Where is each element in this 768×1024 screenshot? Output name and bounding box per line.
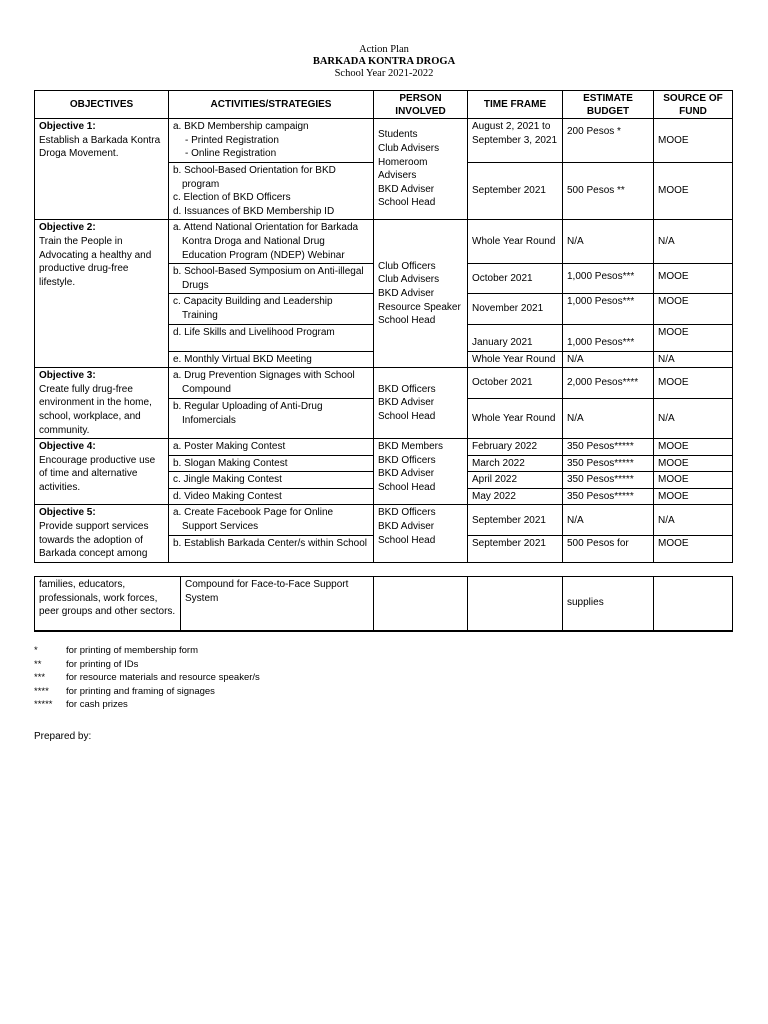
person-item: BKD Adviser — [378, 468, 435, 480]
footnote — [34, 644, 260, 658]
objective-cell — [35, 220, 169, 368]
person-item: School Head — [378, 197, 436, 209]
time-frame-cell — [468, 577, 563, 631]
activity-text: e. Monthly Virtual BKD Meeting — [173, 353, 312, 365]
activity-cell: b. Slogan Making Contest — [169, 455, 374, 472]
budget-cell: supplies — [563, 577, 654, 631]
fund-cell — [654, 577, 733, 631]
person-item: School Head — [378, 315, 436, 327]
header-title: Action Plan — [359, 44, 409, 55]
budget-footnotes — [34, 644, 260, 712]
time-frame-cell: October 2021 — [468, 368, 563, 399]
activity-cell: b. Establish Barkada Center/s within School — [169, 536, 374, 563]
person-item: BKD Officers — [378, 383, 436, 395]
time-frame-cell: April 2022 — [468, 472, 563, 489]
budget-cell: 350 Pesos***** — [563, 472, 654, 489]
fund-cell: N/A — [654, 505, 733, 536]
person-item: BKD Adviser — [378, 183, 435, 195]
time-frame-cell: Whole Year Round — [468, 220, 563, 264]
activity-text: d. Issuances of BKD Membership ID — [173, 205, 335, 217]
footnote-symbol: ** — [34, 658, 42, 670]
activity-cell — [169, 505, 374, 536]
time-frame-cell: Whole Year Round — [468, 399, 563, 439]
activity-text: d. Life Skills and Livelihood Program — [173, 326, 335, 338]
fund-cell: MOOE — [654, 488, 733, 505]
objective-title: Objective 1: — [39, 121, 96, 132]
time-frame-cell: November 2021 — [468, 294, 563, 324]
time-frame-cell: March 2022 — [468, 455, 563, 472]
person-item: BKD Officers — [378, 454, 436, 466]
activity-text: a. Attend National Orientation for Barkada Kontra Droga and National Drug Education Program (NDEP) Webinar — [173, 222, 359, 261]
person-item: BKD Adviser — [378, 521, 435, 533]
person-item: School Head — [378, 481, 436, 493]
time-frame-cell: October 2021 — [468, 264, 563, 294]
col-header-source-of-fund: SOURCE OF FUND — [654, 91, 733, 119]
person-item: BKD Adviser — [378, 287, 435, 299]
activity-cell — [169, 399, 374, 439]
activity-cell — [169, 294, 374, 324]
budget-cell: 500 Pesos ** — [563, 163, 654, 220]
table-row — [35, 368, 733, 399]
table-row — [35, 577, 733, 631]
person-item: School Head — [378, 534, 436, 546]
col-header-objectives: OBJECTIVES — [35, 91, 169, 119]
activity-text: b. Regular Uploading of Anti-Drug Infomercials — [173, 401, 323, 426]
time-frame-cell: February 2022 — [468, 439, 563, 456]
activity-cell — [169, 324, 374, 351]
time-frame-cell: Whole Year Round — [468, 351, 563, 368]
budget-cell: 200 Pesos * — [563, 119, 654, 163]
activity-text: a. Create Facebook Page for Online Support Services — [173, 507, 334, 533]
budget-cell: 500 Pesos for — [563, 536, 654, 563]
table-row — [35, 439, 733, 456]
table-row — [35, 119, 733, 163]
footnote-symbol: **** — [34, 685, 49, 697]
objective-cell — [35, 119, 169, 220]
table-header-row — [35, 91, 733, 119]
footnote-text: for printing of membership form — [66, 645, 198, 656]
fund-cell: MOOE — [654, 324, 733, 351]
activity-cell — [169, 163, 374, 220]
activity-subitem: - Online Registration — [185, 148, 277, 160]
footnote — [34, 671, 260, 685]
footnote-symbol: *** — [34, 672, 46, 683]
person-item: Students — [378, 129, 418, 141]
activity-cell — [169, 264, 374, 294]
objective-text: Create fully drug-free environment in the home, school, workplace, and community. — [39, 383, 152, 436]
activity-cell: c. Jingle Making Contest — [169, 472, 374, 489]
objective-text: Establish a Barkada Kontra Droga Movement. — [39, 134, 161, 160]
budget-cell: N/A — [563, 351, 654, 368]
col-header-person-involved: PERSON INVOLVED — [374, 91, 468, 119]
footnote-symbol: * — [34, 645, 38, 656]
objective-title: Objective 4: — [39, 441, 96, 453]
objective-text: Encourage productive use of time and alternative activities. — [39, 454, 156, 493]
prepared-by-label: Prepared by: — [34, 731, 92, 742]
objective-text: Provide support services towards the adoption of Barkada concept among — [39, 521, 149, 560]
header-school-year: School Year 2021-2022 — [334, 68, 434, 79]
budget-cell: 1,000 Pesos*** — [563, 294, 654, 324]
budget-cell: N/A — [563, 505, 654, 536]
objective-cell — [35, 439, 169, 505]
person-involved-cell — [374, 368, 468, 439]
budget-cell: 350 Pesos***** — [563, 439, 654, 456]
budget-cell: 1,000 Pesos*** — [563, 324, 654, 351]
person-item: BKD Members — [378, 441, 444, 453]
budget-cell: 350 Pesos***** — [563, 455, 654, 472]
person-item: Homeroom Advisers — [378, 156, 428, 182]
person-item: Club Advisers — [378, 274, 440, 286]
fund-cell: MOOE — [654, 472, 733, 489]
objective-cell: families, educators, professionals, work forces, peer groups and other sectors. — [35, 577, 181, 631]
footnote-symbol: ***** — [34, 699, 53, 710]
col-header-estimate-budget: ESTIMATE BUDGET — [563, 91, 654, 119]
fund-cell: N/A — [654, 220, 733, 264]
budget-cell: 350 Pesos***** — [563, 488, 654, 505]
time-frame-cell: September 2021 — [468, 163, 563, 220]
activity-cell — [169, 119, 374, 163]
table-row — [35, 220, 733, 264]
activity-cell — [169, 351, 374, 368]
time-frame-cell: September 2021 — [468, 505, 563, 536]
time-frame-cell: August 2, 2021 to September 3, 2021 — [468, 119, 563, 163]
person-involved-cell — [374, 119, 468, 220]
activity-text: b. School-Based Orientation for BKD program — [173, 165, 336, 190]
person-item: BKD Adviser — [378, 397, 435, 409]
fund-cell: MOOE — [654, 439, 733, 456]
person-involved-cell — [374, 505, 468, 562]
activity-text: c. Election of BKD Officers — [173, 192, 291, 204]
person-item: Club Advisers — [378, 143, 440, 154]
activity-cell: d. Video Making Contest — [169, 488, 374, 505]
col-header-time-frame: TIME FRAME — [468, 91, 563, 119]
activity-cell — [169, 220, 374, 264]
fund-cell: MOOE — [654, 119, 733, 163]
person-involved-cell — [374, 220, 468, 368]
time-frame-cell: May 2022 — [468, 488, 563, 505]
objective-text: Train the People in Advocating a healthy and productive drug-free lifestyle. — [39, 235, 152, 288]
objective-cell — [35, 505, 169, 562]
activity-text: b. School-Based Symposium on Anti-illegal Drugs — [173, 266, 364, 291]
fund-cell: MOOE — [654, 294, 733, 324]
fund-cell: MOOE — [654, 536, 733, 563]
fund-cell: MOOE — [654, 455, 733, 472]
action-plan-table-continuation — [34, 576, 733, 632]
person-item: BKD Officers — [378, 507, 436, 519]
activity-text: a. Drug Prevention Signages with School Compound — [173, 370, 355, 395]
activity-cell: a. Poster Making Contest — [169, 439, 374, 456]
footnote-text: for printing of IDs — [66, 658, 139, 670]
time-frame-cell: January 2021 — [468, 324, 563, 351]
footnote — [34, 698, 260, 712]
document-header — [0, 44, 768, 80]
objective-title: Objective 5: — [39, 507, 96, 519]
objective-cell — [35, 368, 169, 439]
objective-title: Objective 3: — [39, 370, 96, 382]
person-item: Club Officers — [378, 260, 436, 272]
person-item: School Head — [378, 410, 436, 422]
budget-cell: N/A — [563, 399, 654, 439]
footnote — [34, 658, 260, 672]
footnote-text: for cash prizes — [66, 699, 128, 710]
time-frame-cell: September 2021 — [468, 536, 563, 563]
budget-cell: N/A — [563, 220, 654, 264]
fund-cell: N/A — [654, 351, 733, 368]
activity-cell: Compound for Face-to-Face Support System — [181, 577, 374, 631]
header-program-name: BARKADA KONTRA DROGA — [312, 56, 456, 67]
person-involved-cell — [374, 577, 468, 631]
fund-cell: MOOE — [654, 163, 733, 220]
activity-subitem: - Printed Registration — [185, 134, 279, 146]
budget-cell: 1,000 Pesos*** — [563, 264, 654, 294]
activity-text: a. BKD Membership campaign — [173, 121, 309, 132]
col-header-activities: ACTIVITIES/STRATEGIES — [169, 91, 374, 119]
activity-cell — [169, 368, 374, 399]
person-item: Resource Speaker — [378, 301, 461, 313]
budget-cell: 2,000 Pesos**** — [563, 368, 654, 399]
footnote-text: for resource materials and resource speaker/s — [66, 672, 260, 683]
person-involved-cell — [374, 439, 468, 505]
fund-cell: MOOE — [654, 368, 733, 399]
action-plan-table — [34, 90, 733, 563]
fund-cell: MOOE — [654, 264, 733, 294]
table-row — [35, 505, 733, 536]
activity-text: c. Capacity Building and Leadership Training — [173, 296, 333, 321]
footnote — [34, 685, 260, 699]
objective-title: Objective 2: — [39, 222, 96, 234]
fund-cell: N/A — [654, 399, 733, 439]
footnote-text: for printing and framing of signages — [66, 685, 215, 697]
